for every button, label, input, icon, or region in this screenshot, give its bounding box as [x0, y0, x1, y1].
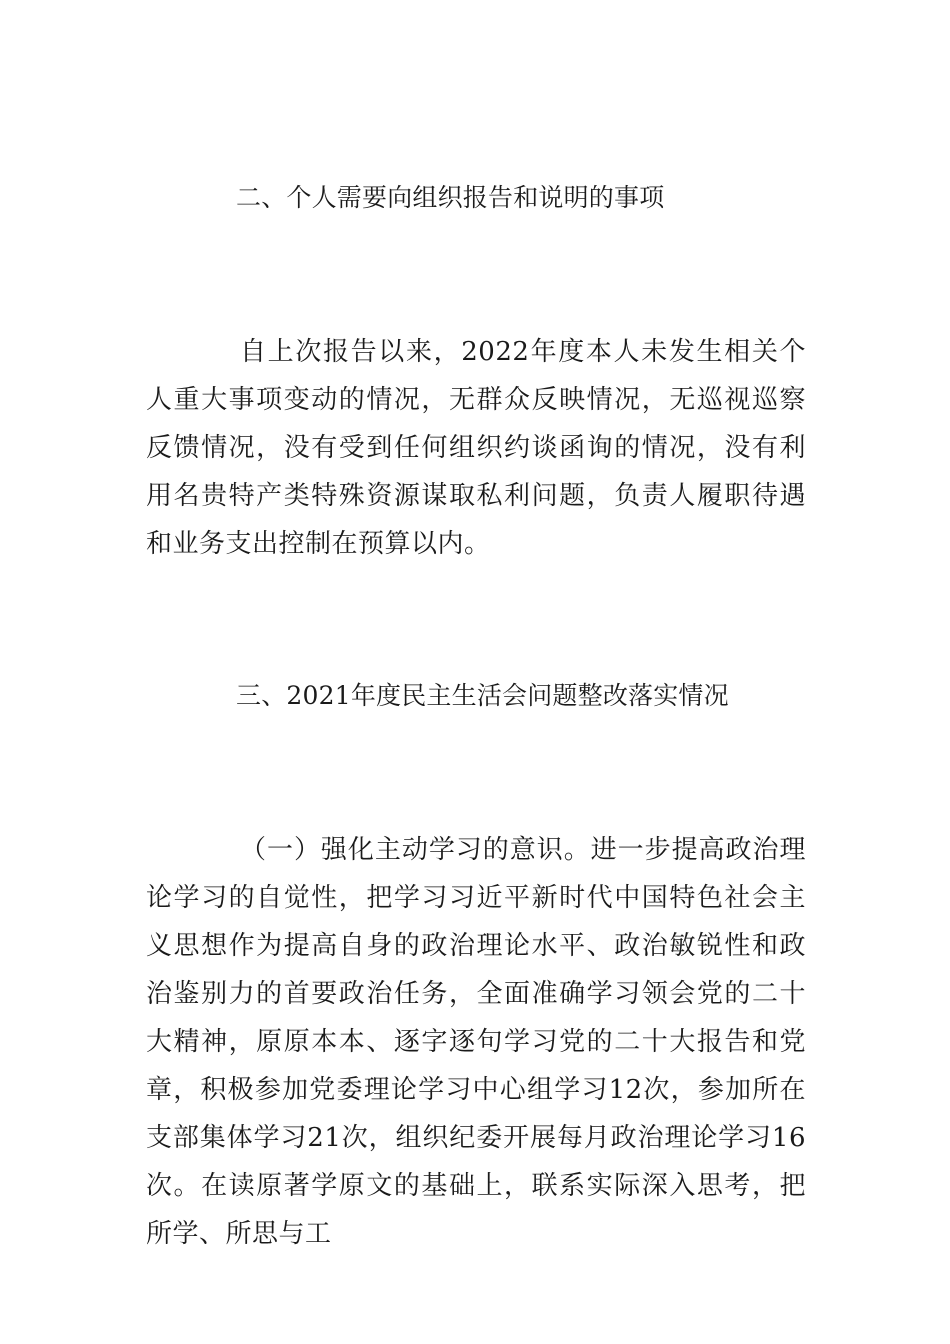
paragraph-study-awareness: （一）强化主动学习的意识。进一步提高政治理论学习的自觉性，把学习习近平新时代中国特色社会主义思想作为提高自身的政治理论水平、政治敏锐性和政治鉴别力的首要政治任务，全面准确学习领会党的二十大精神，原原本本、逐字逐句学习党的二十大报告和党章，积极参加党委理论学习中心组学习12次，参加所在支部集体学习21次，组织纪委开展每月政治理论学习16次。在读原著学原文的基础上，联系实际深入思考，把所学、所思与工	[146, 835, 806, 1249]
section-heading-rectification: 三、2021年度民主生活会问题整改落实情况	[236, 681, 729, 710]
section-heading-personal-matters: 二、个人需要向组织报告和说明的事项	[236, 183, 665, 212]
paragraph-personal-matters: 自上次报告以来，2022年度本人未发生相关个人重大事项变动的情况，无群众反映情况，无巡视巡察反馈情况，没有受到任何组织约谈函询的情况，没有利用名贵特产类特殊资源谋取私利问题，负责人履职待遇和业务支出控制在预算以内。	[146, 337, 806, 559]
